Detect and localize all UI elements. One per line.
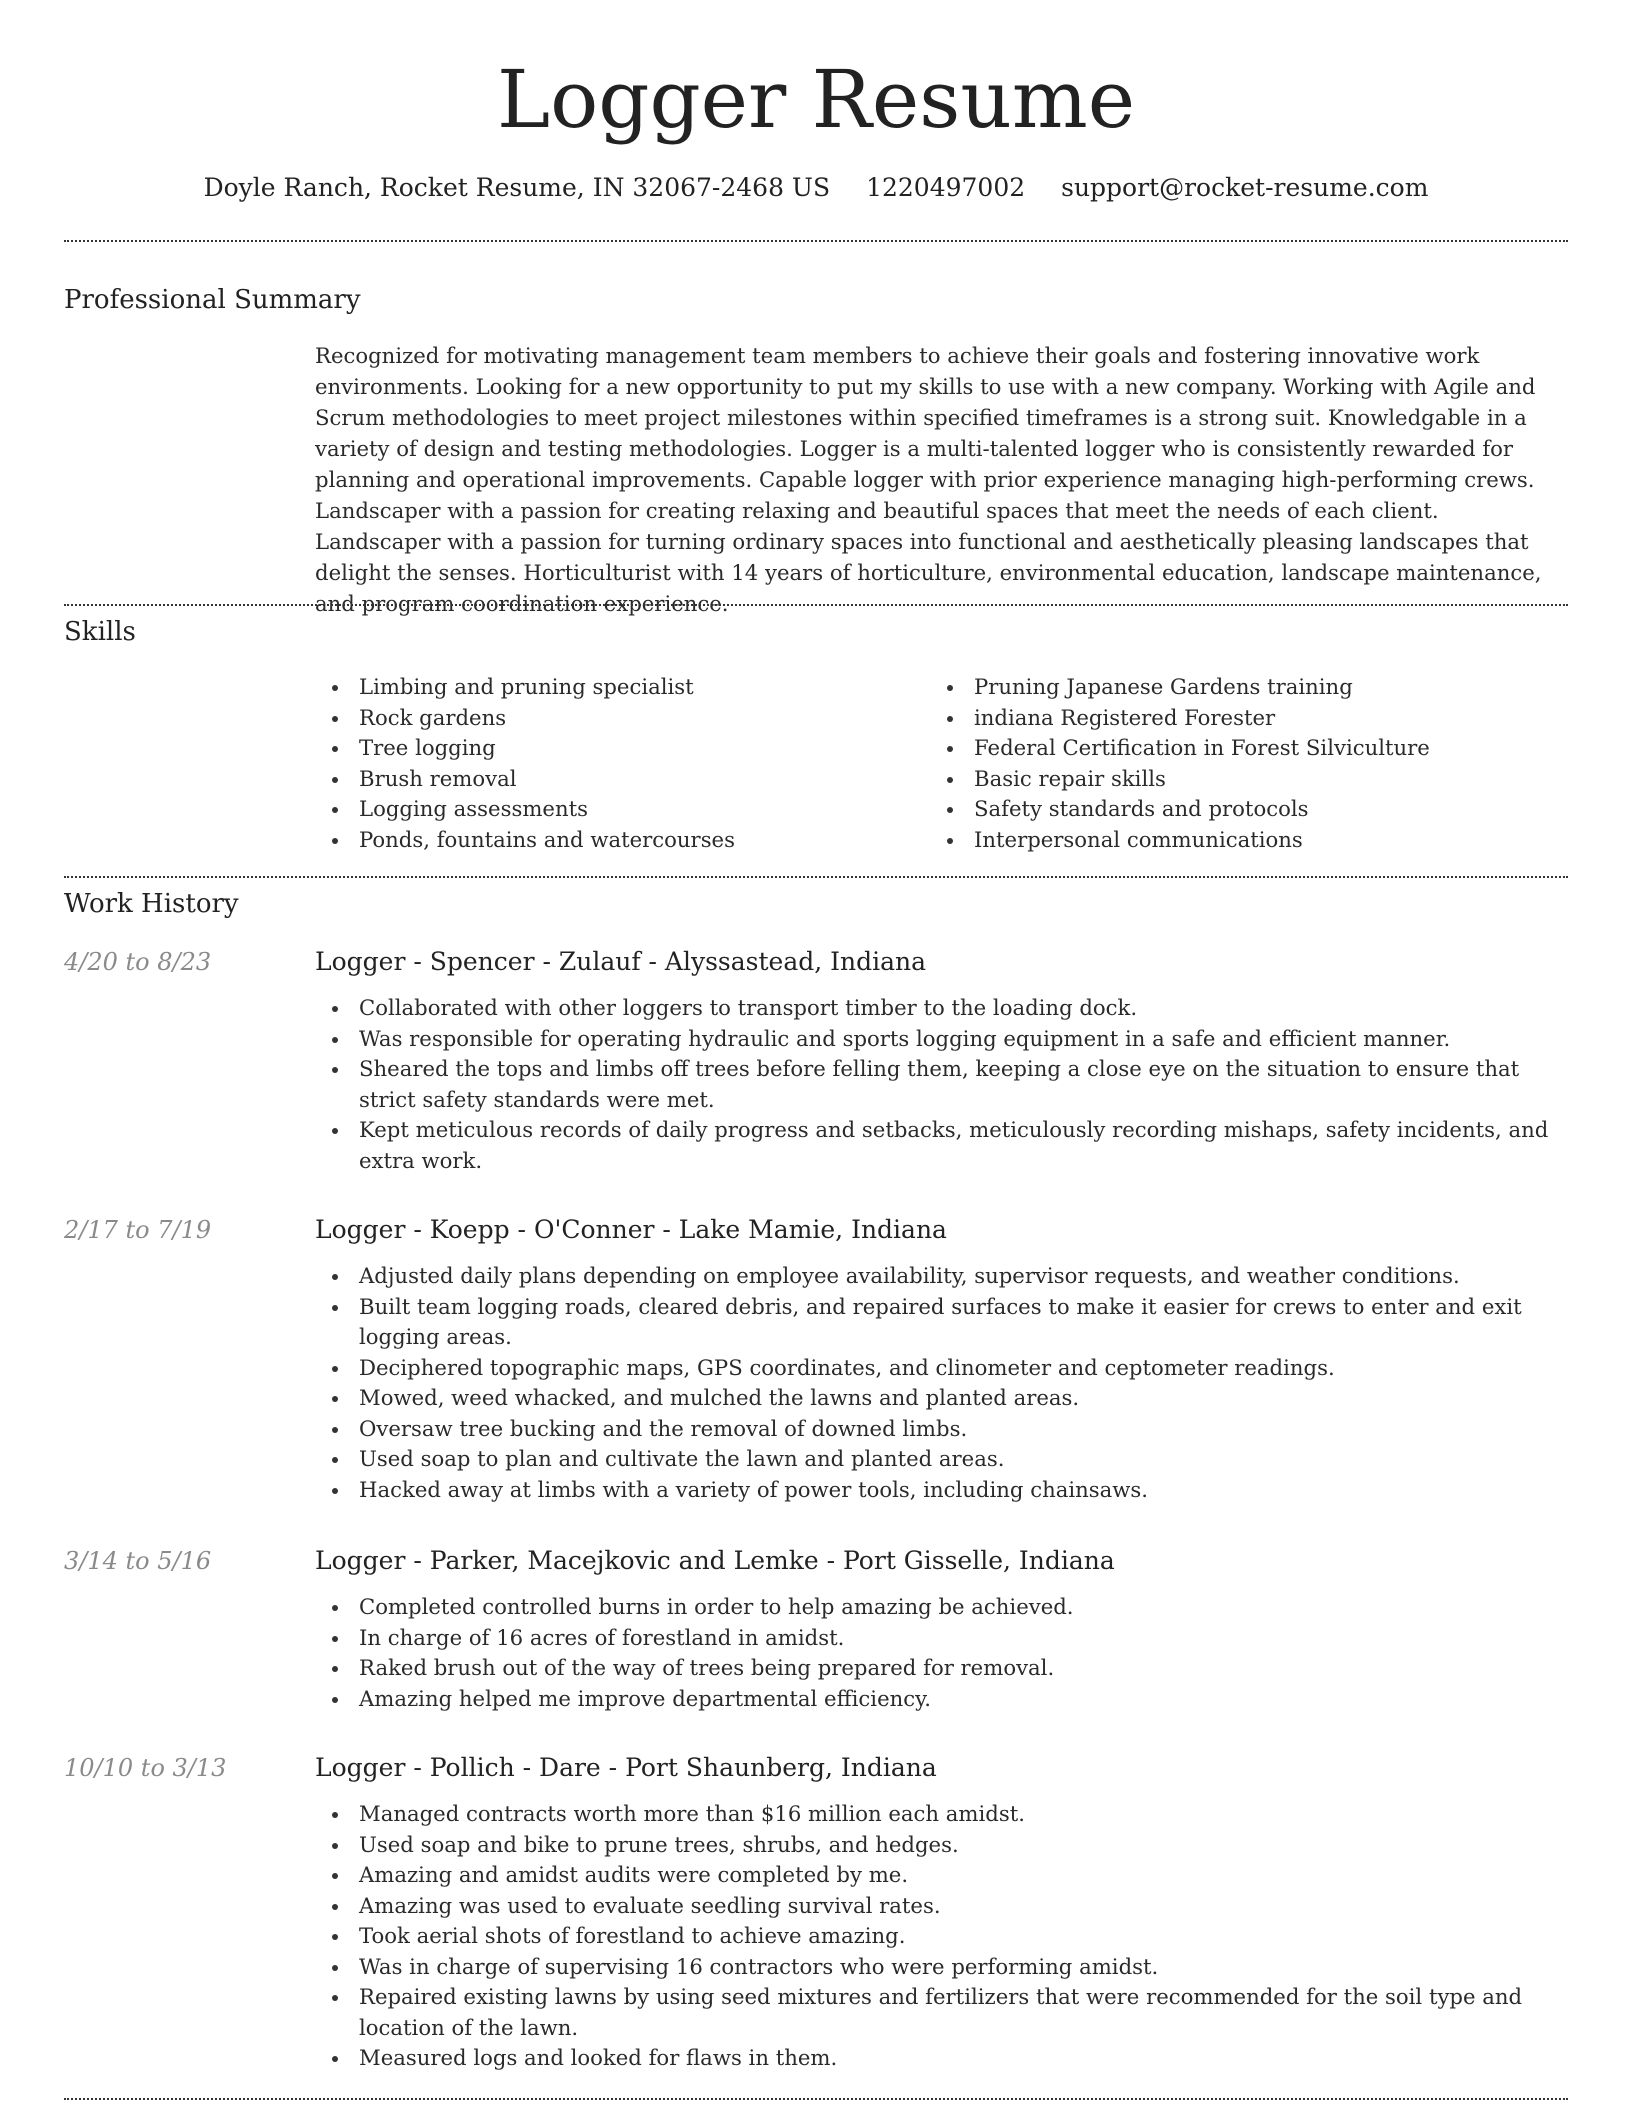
job-bullet: Used soap to plan and cultivate the lawn and planted areas. <box>315 1444 1568 1475</box>
resume-title: Logger Resume <box>496 53 1136 146</box>
job-bullet: Deciphered topographic maps, GPS coordinates, and clinometer and ceptometer readings. <box>315 1353 1568 1384</box>
summary-divider <box>64 604 1568 606</box>
job-dates: 4/20 to 8/23 <box>64 948 212 976</box>
contact-phone: 1220497002 <box>866 173 1026 202</box>
skill-item: Logging assessments <box>315 794 915 825</box>
job-bullet: Was responsible for operating hydraulic and sports logging equipment in a safe and efficient manner. <box>315 1024 1568 1055</box>
contact-email[interactable]: support@rocket-resume.com <box>1061 173 1429 202</box>
summary-text: Recognized for motivating management team members to achieve their goals and fostering innovative work environments. Looking for a new opportunity to put my skills to use with a new company. Working with Agile and Scrum methodologies to meet project milestones within specified timeframes is a strong suit. Knowledgable in a variety of design and testing methodologies. Logger is a multi-talented logger who is consistently rewarded for planning and operational improvements. Capable logger with prior experience managing high-performing crews. Landscaper with a passion for creating relaxing and beautiful spaces that meet the needs of each client. Landscaper with a passion for turning ordinary spaces into functional and aesthetically pleasing landscapes that delight the senses. Horticulturist with 14 years of horticulture, environmental education, landscape maintenance, and program coordination experience. <box>315 343 1542 616</box>
job-bullet: Built team logging roads, cleared debris, and repaired surfaces to make it easier for crews to enter and exit logging areas. <box>315 1292 1568 1353</box>
job-bullet: Oversaw tree bucking and the removal of downed limbs. <box>315 1414 1568 1445</box>
job-dates: 2/17 to 7/19 <box>64 1216 212 1244</box>
job-bullet: Collaborated with other loggers to transport timber to the loading dock. <box>315 993 1568 1024</box>
job-bullet: Managed contracts worth more than $16 million each amidst. <box>315 1799 1568 1830</box>
skills-heading: Skills <box>64 617 136 647</box>
job-bullet: Raked brush out of the way of trees being prepared for removal. <box>315 1653 1568 1684</box>
skill-item: indiana Registered Forester <box>930 703 1530 734</box>
job-bullet: Amazing helped me improve departmental efficiency. <box>315 1684 1568 1715</box>
job-title: Logger - Spencer - Zulauf - Alyssastead, Indiana <box>315 947 927 976</box>
job-bullet: In charge of 16 acres of forestland in amidst. <box>315 1623 1568 1654</box>
skill-item: Interpersonal communications <box>930 825 1530 856</box>
contact-address: Doyle Ranch, Rocket Resume, IN 32067-2468 US <box>203 173 831 202</box>
job-bullet: Took aerial shots of forestland to achieve amazing. <box>315 1921 1568 1952</box>
job-bullet: Amazing was used to evaluate seedling survival rates. <box>315 1891 1568 1922</box>
job-bullets <box>315 993 1568 1176</box>
skill-item: Ponds, fountains and watercourses <box>315 825 915 856</box>
skill-item: Federal Certification in Forest Silviculture <box>930 733 1530 764</box>
job-title: Logger - Pollich - Dare - Port Shaunberg, Indiana <box>315 1753 937 1782</box>
skill-item: Basic repair skills <box>930 764 1530 795</box>
skill-item: Rock gardens <box>315 703 915 734</box>
job-bullets <box>315 1261 1568 1505</box>
skill-item: Tree logging <box>315 733 915 764</box>
job-bullet: Was in charge of supervising 16 contractors who were performing amidst. <box>315 1952 1568 1983</box>
skill-item: Brush removal <box>315 764 915 795</box>
job-bullets <box>315 1799 1568 2074</box>
job-dates: 10/10 to 3/13 <box>64 1754 227 1782</box>
skills-right-column <box>930 672 1530 855</box>
job-bullet: Measured logs and looked for flaws in them. <box>315 2043 1568 2074</box>
job-bullet: Repaired existing lawns by using seed mixtures and fertilizers that were recommended for the soil type and location of the lawn. <box>315 1982 1568 2043</box>
job-bullet: Adjusted daily plans depending on employee availability, supervisor requests, and weather conditions. <box>315 1261 1568 1292</box>
summary-heading: Professional Summary <box>64 285 361 315</box>
skill-item: Pruning Japanese Gardens training <box>930 672 1530 703</box>
job-dates: 3/14 to 5/16 <box>64 1547 212 1575</box>
footer-divider <box>64 2098 1568 2100</box>
work-heading: Work History <box>64 889 239 919</box>
job-title: Logger - Koepp - O'Conner - Lake Mamie, Indiana <box>315 1215 947 1244</box>
job-bullet: Used soap and bike to prune trees, shrubs, and hedges. <box>315 1830 1568 1861</box>
job-bullet: Hacked away at limbs with a variety of power tools, including chainsaws. <box>315 1475 1568 1506</box>
skill-item: Limbing and pruning specialist <box>315 672 915 703</box>
job-bullet: Kept meticulous records of daily progress and setbacks, meticulously recording mishaps, safety incidents, and extra work. <box>315 1115 1568 1176</box>
contact-line <box>64 170 1568 206</box>
job-bullet: Mowed, weed whacked, and mulched the lawns and planted areas. <box>315 1383 1568 1414</box>
job-bullets <box>315 1592 1568 1714</box>
job-bullet: Sheared the tops and limbs off trees before felling them, keeping a close eye on the situation to ensure that strict safety standards were met. <box>315 1054 1568 1115</box>
skills-divider <box>64 876 1568 878</box>
job-title: Logger - Parker, Macejkovic and Lemke - Port Gisselle, Indiana <box>315 1546 1115 1575</box>
resume-page <box>64 0 1568 2112</box>
skill-item: Safety standards and protocols <box>930 794 1530 825</box>
skills-left-column <box>315 672 915 855</box>
header-divider <box>64 240 1568 242</box>
job-bullet: Amazing and amidst audits were completed by me. <box>315 1860 1568 1891</box>
job-bullet: Completed controlled burns in order to help amazing be achieved. <box>315 1592 1568 1623</box>
